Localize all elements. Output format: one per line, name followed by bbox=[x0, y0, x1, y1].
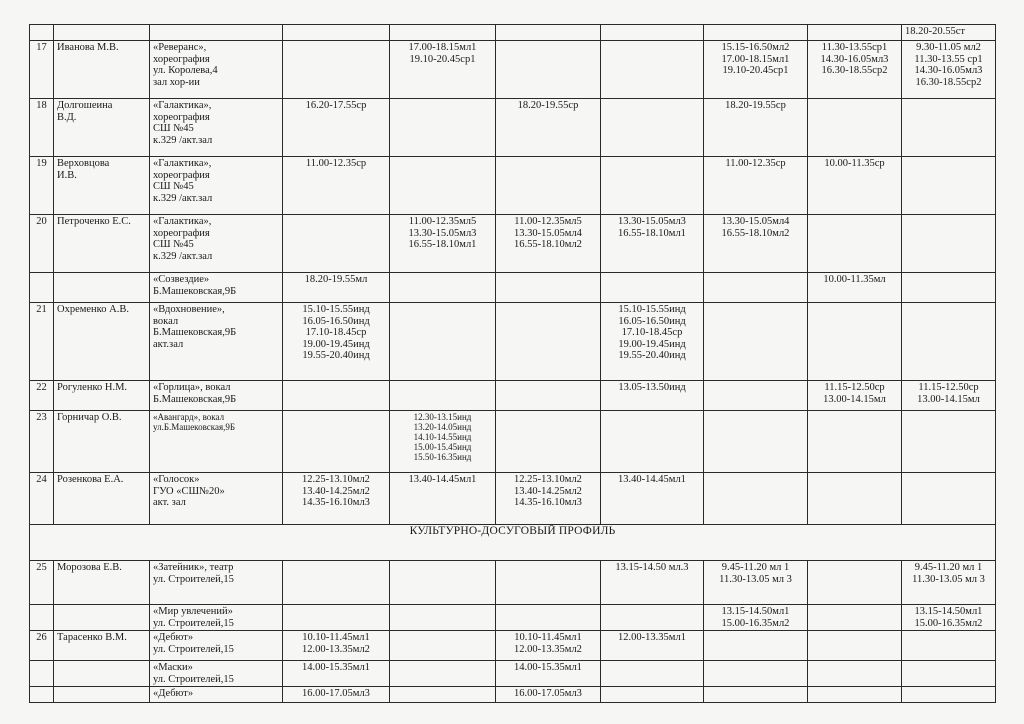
cell-thu: 15.10-15.55инд 16.05-16.50инд 17.10-18.45ср 19.00-19.45инд 19.55-20.40инд bbox=[601, 303, 704, 381]
table-row bbox=[30, 631, 996, 661]
cell-name bbox=[54, 605, 150, 631]
cell-group: «Галактика», хореография СШ №45 к.329 /акт.зал bbox=[150, 99, 283, 157]
table-row bbox=[30, 41, 996, 99]
cell-wed: 16.00-17.05мл3 bbox=[496, 687, 601, 703]
cell-mon bbox=[283, 25, 390, 41]
cell-sun bbox=[902, 99, 996, 157]
cell-group: «Затейник», театр ул. Строителей,15 bbox=[150, 561, 283, 605]
cell-wed bbox=[496, 303, 601, 381]
cell-group: «Галактика», хореография СШ №45 к.329 /акт.зал bbox=[150, 215, 283, 273]
cell-sun bbox=[902, 157, 996, 215]
cell-sun bbox=[902, 303, 996, 381]
cell-group: «Маски» ул. Строителей,15 bbox=[150, 661, 283, 687]
cell-mon bbox=[283, 411, 390, 473]
cell-num bbox=[30, 273, 54, 303]
cell-tue: 11.00-12.35мл5 13.30-15.05мл3 16.55-18.10мл1 bbox=[390, 215, 496, 273]
cell-sat bbox=[808, 605, 902, 631]
cell-mon: 11.00-12.35ср bbox=[283, 157, 390, 215]
cell-wed: 12.25-13.10мл2 13.40-14.25мл2 14.35-16.10мл3 bbox=[496, 473, 601, 525]
cell-thu bbox=[601, 99, 704, 157]
cell-sun: 9.45-11.20 мл 1 11.30-13.05 мл 3 bbox=[902, 561, 996, 605]
cell-sat bbox=[808, 303, 902, 381]
cell-name: Охременко А.В. bbox=[54, 303, 150, 381]
cell-tue bbox=[390, 631, 496, 661]
cell-group: «Мир увлечений» ул. Строителей,15 bbox=[150, 605, 283, 631]
cell-name: Долгошеина В.Д. bbox=[54, 99, 150, 157]
cell-group: «Созвездие» Б.Машековская,9Б bbox=[150, 273, 283, 303]
cell-name: Тарасенко В.М. bbox=[54, 631, 150, 661]
cell-sat bbox=[808, 411, 902, 473]
table-row bbox=[30, 411, 996, 473]
cell-group bbox=[150, 25, 283, 41]
table-row bbox=[30, 561, 996, 605]
cell-mon: 12.25-13.10мл2 13.40-14.25мл2 14.35-16.10мл3 bbox=[283, 473, 390, 525]
cell-fri: 13.15-14.50мл1 15.00-16.35мл2 bbox=[704, 605, 808, 631]
cell-thu bbox=[601, 273, 704, 303]
cell-sun: 9.30-11.05 мл2 11.30-13.55 ср1 14.30-16.05мл3 16.30-18.55ср2 bbox=[902, 41, 996, 99]
cell-sat bbox=[808, 215, 902, 273]
cell-mon bbox=[283, 381, 390, 411]
table-row bbox=[30, 99, 996, 157]
cell-name: Верховцова И.В. bbox=[54, 157, 150, 215]
cell-mon bbox=[283, 41, 390, 99]
schedule-table bbox=[29, 24, 996, 703]
cell-wed: 10.10-11.45мл1 12.00-13.35мл2 bbox=[496, 631, 601, 661]
cell-sun bbox=[902, 661, 996, 687]
cell-wed bbox=[496, 411, 601, 473]
cell-sat: 10.00-11.35мл bbox=[808, 273, 902, 303]
cell-name: Петроченко Е.С. bbox=[54, 215, 150, 273]
cell-name bbox=[54, 661, 150, 687]
cell-num bbox=[30, 661, 54, 687]
cell-thu bbox=[601, 661, 704, 687]
cell-name: Морозова Е.В. bbox=[54, 561, 150, 605]
cell-num: 23 bbox=[30, 411, 54, 473]
cell-wed bbox=[496, 25, 601, 41]
cell-sun bbox=[902, 687, 996, 703]
cell-name bbox=[54, 687, 150, 703]
cell-thu bbox=[601, 157, 704, 215]
cell-sat: 11.30-13.55ср1 14.30-16.05мл3 16.30-18.55ср2 bbox=[808, 41, 902, 99]
cell-tue: 12.30-13.15инд 13.20-14.05инд 14.10-14.55инд 15.00-15.45инд 15.50-16.35инд bbox=[390, 411, 496, 473]
cell-mon: 16.00-17.05мл3 bbox=[283, 687, 390, 703]
cell-group: «Авангард», вокал ул.Б.Машековская,9Б bbox=[150, 411, 283, 473]
table-row bbox=[30, 273, 996, 303]
cell-sun bbox=[902, 631, 996, 661]
cell-wed: 11.00-12.35мл5 13.30-15.05мл4 16.55-18.10мл2 bbox=[496, 215, 601, 273]
cell-sat bbox=[808, 631, 902, 661]
cell-num: 22 bbox=[30, 381, 54, 411]
table-row bbox=[30, 661, 996, 687]
cell-thu: 13.15-14.50 мл.3 bbox=[601, 561, 704, 605]
cell-sat: 11.15-12.50ср 13.00-14.15мл bbox=[808, 381, 902, 411]
cell-thu: 12.00-13.35мл1 bbox=[601, 631, 704, 661]
cell-wed bbox=[496, 381, 601, 411]
cell-thu: 13.30-15.05мл3 16.55-18.10мл1 bbox=[601, 215, 704, 273]
cell-tue bbox=[390, 273, 496, 303]
cell-mon: 10.10-11.45мл1 12.00-13.35мл2 bbox=[283, 631, 390, 661]
cell-mon: 15.10-15.55инд 16.05-16.50инд 17.10-18.45ср 19.00-19.45инд 19.55-20.40инд bbox=[283, 303, 390, 381]
cell-num: 25 bbox=[30, 561, 54, 605]
cell-name bbox=[54, 25, 150, 41]
cell-tue bbox=[390, 157, 496, 215]
cell-sun: 18.20-20.55ст bbox=[902, 25, 996, 41]
cell-sat bbox=[808, 25, 902, 41]
cell-wed bbox=[496, 561, 601, 605]
table-row bbox=[30, 605, 996, 631]
cell-fri: 9.45-11.20 мл 1 11.30-13.05 мл 3 bbox=[704, 561, 808, 605]
schedule-body bbox=[30, 25, 996, 525]
cell-num: 19 bbox=[30, 157, 54, 215]
cell-wed: 18.20-19.55ср bbox=[496, 99, 601, 157]
cell-num: 18 bbox=[30, 99, 54, 157]
cell-thu bbox=[601, 25, 704, 41]
cell-fri bbox=[704, 273, 808, 303]
cell-num bbox=[30, 687, 54, 703]
cell-tue bbox=[390, 99, 496, 157]
cell-mon bbox=[283, 561, 390, 605]
cell-fri: 13.30-15.05мл4 16.55-18.10мл2 bbox=[704, 215, 808, 273]
cell-group: «Дебют» ул. Строителей,15 bbox=[150, 631, 283, 661]
cell-group: «Реверанс», хореография ул. Королева,4 зал хор-ии bbox=[150, 41, 283, 99]
cell-fri: 18.20-19.55ср bbox=[704, 99, 808, 157]
profile-row bbox=[30, 525, 996, 561]
cell-wed bbox=[496, 41, 601, 99]
cell-num: 17 bbox=[30, 41, 54, 99]
cell-name: Горничар О.В. bbox=[54, 411, 150, 473]
cell-group: «Вдохновение», вокал Б.Машековская,9Б акт.зал bbox=[150, 303, 283, 381]
cell-thu: 13.05-13.50инд bbox=[601, 381, 704, 411]
cell-wed: 14.00-15.35мл1 bbox=[496, 661, 601, 687]
cell-group: «Галактика», хореография СШ №45 к.329 /акт.зал bbox=[150, 157, 283, 215]
table-row bbox=[30, 215, 996, 273]
cell-num: 20 bbox=[30, 215, 54, 273]
cell-tue bbox=[390, 381, 496, 411]
table-row bbox=[30, 687, 996, 703]
table-row bbox=[30, 157, 996, 215]
cell-fri bbox=[704, 687, 808, 703]
cell-thu bbox=[601, 687, 704, 703]
cell-sat bbox=[808, 473, 902, 525]
cell-thu bbox=[601, 605, 704, 631]
cell-mon bbox=[283, 605, 390, 631]
cell-name: Иванова М.В. bbox=[54, 41, 150, 99]
cell-mon bbox=[283, 215, 390, 273]
cell-tue bbox=[390, 605, 496, 631]
table-row bbox=[30, 381, 996, 411]
cell-tue: 17.00-18.15мл1 19.10-20.45ср1 bbox=[390, 41, 496, 99]
cell-tue bbox=[390, 303, 496, 381]
cell-wed bbox=[496, 157, 601, 215]
cell-sat: 10.00-11.35ср bbox=[808, 157, 902, 215]
cell-tue bbox=[390, 661, 496, 687]
cell-num bbox=[30, 25, 54, 41]
cell-sat bbox=[808, 99, 902, 157]
cell-thu bbox=[601, 41, 704, 99]
cell-fri bbox=[704, 473, 808, 525]
cell-fri bbox=[704, 661, 808, 687]
table-row-top bbox=[30, 25, 996, 41]
cell-wed bbox=[496, 605, 601, 631]
cell-name: Розенкова Е.А. bbox=[54, 473, 150, 525]
cell-mon: 14.00-15.35мл1 bbox=[283, 661, 390, 687]
cell-fri bbox=[704, 381, 808, 411]
table-row bbox=[30, 303, 996, 381]
cell-sat bbox=[808, 561, 902, 605]
cell-tue bbox=[390, 561, 496, 605]
cell-group: «Горлица», вокал Б.Машековская,9Б bbox=[150, 381, 283, 411]
cell-tue bbox=[390, 25, 496, 41]
cell-sun: 11.15-12.50ср 13.00-14.15мл bbox=[902, 381, 996, 411]
cell-mon: 18.20-19.55мл bbox=[283, 273, 390, 303]
cell-tue: 13.40-14.45мл1 bbox=[390, 473, 496, 525]
cell-fri: 15.15-16.50мл2 17.00-18.15мл1 19.10-20.45ср1 bbox=[704, 41, 808, 99]
cell-fri bbox=[704, 411, 808, 473]
cell-name bbox=[54, 273, 150, 303]
cell-tue bbox=[390, 687, 496, 703]
schedule-body-2 bbox=[30, 561, 996, 703]
cell-name: Рогуленко Н.М. bbox=[54, 381, 150, 411]
cell-sun: 13.15-14.50мл1 15.00-16.35мл2 bbox=[902, 605, 996, 631]
cell-thu bbox=[601, 411, 704, 473]
cell-group: «Голосок» ГУО «СШ№20» акт. зал bbox=[150, 473, 283, 525]
cell-fri bbox=[704, 631, 808, 661]
cell-sat bbox=[808, 687, 902, 703]
cell-wed bbox=[496, 273, 601, 303]
cell-fri bbox=[704, 25, 808, 41]
cell-fri bbox=[704, 303, 808, 381]
cell-thu: 13.40-14.45мл1 bbox=[601, 473, 704, 525]
cell-num: 24 bbox=[30, 473, 54, 525]
cell-sun bbox=[902, 473, 996, 525]
profile-heading: КУЛЬТУРНО-ДОСУГОВЫЙ ПРОФИЛЬ bbox=[30, 525, 996, 561]
cell-sun bbox=[902, 273, 996, 303]
cell-num bbox=[30, 605, 54, 631]
cell-mon: 16.20-17.55ср bbox=[283, 99, 390, 157]
cell-fri: 11.00-12.35ср bbox=[704, 157, 808, 215]
cell-num: 26 bbox=[30, 631, 54, 661]
table-row bbox=[30, 473, 996, 525]
cell-sat bbox=[808, 661, 902, 687]
cell-sun bbox=[902, 411, 996, 473]
cell-sun bbox=[902, 215, 996, 273]
cell-num: 21 bbox=[30, 303, 54, 381]
cell-group: «Дебют» bbox=[150, 687, 283, 703]
